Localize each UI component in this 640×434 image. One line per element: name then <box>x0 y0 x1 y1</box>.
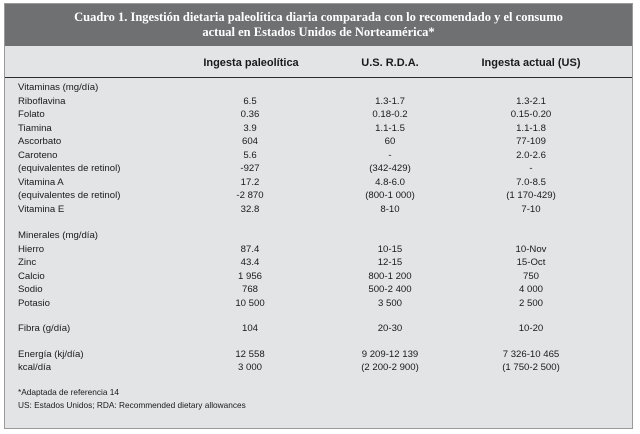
row-label: Calcio <box>18 271 45 282</box>
table-row <box>5 361 632 375</box>
cell-rda: 800-1 200 <box>368 271 412 282</box>
cell-paleolithic: 1 956 <box>237 271 262 282</box>
cell-current: 10-20 <box>518 323 544 334</box>
cell-paleolithic: 10 500 <box>235 298 265 309</box>
cell-rda: 60 <box>384 136 396 147</box>
table-row <box>5 189 632 203</box>
table-title <box>5 4 632 46</box>
table-row <box>5 122 632 136</box>
row-label: Vitaminas (mg/día) <box>18 82 99 93</box>
row-label: Folato <box>18 109 45 120</box>
table-row <box>5 297 632 311</box>
cell-current: 7.0-8.5 <box>516 177 546 188</box>
cell-current: 750 <box>522 271 539 282</box>
cell-paleolithic: 6.5 <box>243 96 257 107</box>
row-label: Energía (kj/día) <box>18 349 84 360</box>
footnote-abbreviations: US: Estados Unidos; RDA: Recommended dietary allowances <box>18 400 246 410</box>
cell-rda: - <box>388 150 392 161</box>
row-label: Fibra (g/día) <box>18 323 71 334</box>
row-label: Zinc <box>18 257 37 268</box>
cell-paleolithic: 32.8 <box>240 204 260 215</box>
cell-rda: 9 209-12 139 <box>361 349 419 360</box>
cell-current: 10-Nov <box>515 244 547 255</box>
row-label: (equivalentes de retinol) <box>18 163 121 174</box>
cell-current: 7-10 <box>521 204 541 215</box>
cell-current: 15-Oct <box>516 257 546 268</box>
cell-rda: 20-30 <box>377 323 403 334</box>
cell-rda: 8-10 <box>380 204 400 215</box>
cell-rda: 4.8-6.0 <box>375 177 405 188</box>
cell-rda: (800-1 000) <box>365 190 415 201</box>
column-header-rda: U.S. R.D.A. <box>361 57 419 69</box>
cell-paleolithic: 43.4 <box>240 257 260 268</box>
row-label: Ascorbato <box>18 136 62 147</box>
row-label: Vitamina E <box>18 204 65 215</box>
cell-rda: 10-15 <box>377 244 403 255</box>
cell-current: 4 000 <box>518 284 543 295</box>
cell-current: 2 500 <box>518 298 543 309</box>
cell-current: - <box>529 163 533 174</box>
cell-paleolithic: 17.2 <box>240 177 260 188</box>
cell-paleolithic: -2 870 <box>236 190 264 201</box>
cell-paleolithic: 3.9 <box>243 123 257 134</box>
cell-current: 2.0-2.6 <box>516 150 546 161</box>
table-row <box>5 149 632 163</box>
table-row <box>5 162 632 176</box>
row-label: (equivalentes de retinol) <box>18 190 121 201</box>
column-header-current: Ingesta actual (US) <box>481 57 581 69</box>
cell-current: 1.1-1.8 <box>516 123 546 134</box>
row-label: Tiamina <box>18 123 52 134</box>
table-row <box>5 229 632 243</box>
table-row <box>5 243 632 257</box>
table-frame <box>4 3 633 429</box>
footnote-reference: *Adaptada de referencia 14 <box>18 387 120 397</box>
table-row <box>5 256 632 270</box>
table-row <box>5 283 632 297</box>
cell-rda: 1.3-1.7 <box>375 96 405 107</box>
title-line-1: Cuadro 1. Ingestión dietaria paleolítica diaria comparada con lo recomendado y el consumo <box>74 10 563 24</box>
table-row <box>5 95 632 109</box>
column-header-paleolithic: Ingesta paleolítica <box>203 57 299 69</box>
cell-paleolithic: 0.36 <box>240 109 260 120</box>
table-row <box>5 348 632 362</box>
cell-rda: (2 200-2 900) <box>361 362 419 373</box>
row-label: Sodio <box>18 284 43 295</box>
row-label: Potasio <box>18 298 50 309</box>
cell-paleolithic: 604 <box>241 136 258 147</box>
table-row <box>5 108 632 122</box>
cell-paleolithic: 104 <box>241 323 258 334</box>
cell-rda: 12-15 <box>377 257 403 268</box>
cell-paleolithic: 768 <box>241 284 258 295</box>
cell-rda: 500-2 400 <box>368 284 412 295</box>
cell-current: 77-109 <box>516 136 546 147</box>
row-label: Minerales (mg/día) <box>18 230 98 241</box>
cell-rda: 0.18-0.2 <box>372 109 408 120</box>
cell-paleolithic: -927 <box>240 163 260 174</box>
cell-rda: 1.1-1.5 <box>375 123 405 134</box>
cell-current: (1 170-429) <box>506 190 556 201</box>
table-row <box>5 322 632 336</box>
cell-current: 0.15-0.20 <box>510 109 552 120</box>
cell-rda: 3 500 <box>377 298 402 309</box>
cell-current: 7 326-10 465 <box>502 349 560 360</box>
title-line-2: actual en Estados Unidos de Norteamérica* <box>202 25 435 39</box>
cell-current: 1.3-2.1 <box>516 96 546 107</box>
cell-rda: (342-429) <box>369 163 411 174</box>
table-row <box>5 203 632 217</box>
row-label: Caroteno <box>18 150 58 161</box>
table-row <box>5 81 632 95</box>
cell-paleolithic: 3 000 <box>237 362 262 373</box>
header-divider <box>5 77 632 78</box>
row-label: Vitamina A <box>18 177 64 188</box>
cell-paleolithic: 87.4 <box>240 244 260 255</box>
cell-paleolithic: 5.6 <box>243 150 257 161</box>
cell-paleolithic: 12 558 <box>235 349 265 360</box>
table-row <box>5 270 632 284</box>
table-row <box>5 176 632 190</box>
table-row <box>5 135 632 149</box>
cell-current: (1 750-2 500) <box>502 362 560 373</box>
row-label: Hierro <box>18 244 45 255</box>
row-label: Riboflavina <box>18 96 66 107</box>
row-label: kcal/día <box>18 362 52 373</box>
